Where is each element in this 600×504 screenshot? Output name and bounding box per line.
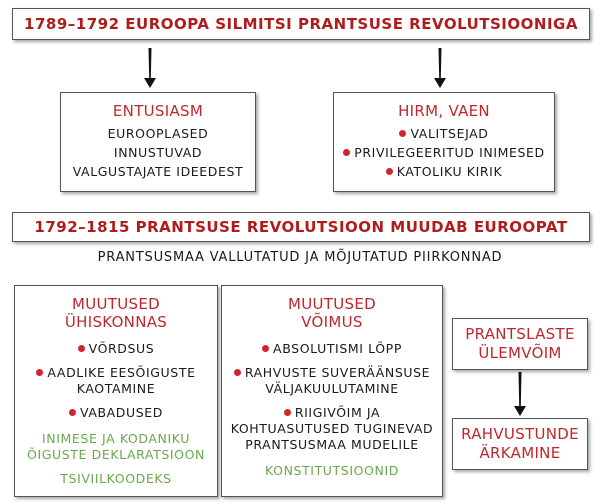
awakening-line-1: RAHVUSTUNDE [461, 425, 579, 443]
civil-code: TSIVIILKOODEKS [60, 471, 172, 486]
society-changes-box [14, 285, 218, 497]
fear-item [334, 162, 554, 181]
enthusiasm-box [60, 92, 256, 192]
dominance-line-1: PRANTSLASTE [465, 325, 575, 343]
society-item-label: VABADUSED [79, 405, 164, 420]
power-item-label-cont: KOHTUASUTUSED TUGINEVAD [230, 421, 434, 436]
fear-box [333, 92, 555, 192]
bullet-icon [399, 130, 406, 137]
fear-item [334, 143, 554, 162]
awakening-line-2: ÄRKAMINE [479, 444, 561, 462]
power-item-label-cont: VÄLJAKUULUTAMINE [265, 381, 399, 396]
society-item [15, 365, 217, 397]
national-awakening-box [452, 418, 588, 470]
declaration-line-1: INIMESE JA KODANIKU [42, 431, 190, 446]
society-heading-1: MUUTUSED [72, 295, 160, 313]
power-heading-2: VÕIMUS [301, 313, 363, 331]
society-item-label: AADLIKE EESÕIGUSTE [47, 365, 196, 380]
power-item-label: ABSOLUTISMI LÕPP [273, 341, 402, 356]
society-item [15, 405, 217, 421]
arrow-top-right [430, 48, 450, 90]
fear-item [334, 124, 554, 143]
power-item-label: RAHVUSTE SUVERÄÄNSUSE [244, 365, 431, 380]
power-item [222, 405, 442, 453]
society-item-label: VÕRDSUS [88, 341, 155, 356]
middle-banner-text: 1792–1815 PRANTSUSE REVOLUTSIOON MUUDAB EUROOPAT [34, 218, 568, 236]
bullet-icon [386, 168, 393, 175]
bullet-icon [234, 369, 241, 376]
bullet-icon [78, 345, 85, 352]
enthusiasm-line-3: VALGUSTAJATE IDEEDEST [72, 164, 244, 179]
arrow-top-left [140, 48, 160, 90]
power-item-label-cont: PRANTSUSMAA MUDELILE [245, 437, 419, 452]
power-item [222, 365, 442, 397]
fear-item-label: KATOLIKU KIRIK [396, 164, 503, 179]
bullet-icon [69, 409, 76, 416]
bullet-icon [262, 345, 269, 352]
middle-banner [12, 212, 590, 242]
power-changes-box [221, 285, 443, 497]
bullet-icon [36, 369, 43, 376]
society-item [15, 341, 217, 357]
society-item-label-cont: KAOTAMINE [76, 381, 156, 396]
top-banner-text: 1789–1792 EUROOPA SILMITSI PRANTSUSE REVOLUTSIOONIGA [24, 15, 578, 33]
fear-heading: HIRM, VAEN [398, 102, 490, 120]
enthusiasm-heading: ENTUSIASM [112, 102, 204, 120]
bullet-icon [284, 409, 291, 416]
enthusiasm-line-1: EUROOPLASED [107, 126, 209, 141]
enthusiasm-line-2: INNUSTUVAD [113, 145, 203, 160]
arrow-down-right [510, 372, 530, 418]
power-heading-1: MUUTUSED [288, 295, 376, 313]
declaration-line-2: ÕIGUSTE DEKLARATSIOON [27, 447, 205, 462]
constitutions: KONSTITUTSIOONID [265, 463, 399, 478]
power-item-label: RIIGIVÕIM JA [294, 405, 381, 420]
subtitle: PRANTSUSMAA VALLUTATUD JA MÕJUTATUD PIIRKONNAD [97, 250, 503, 265]
dominance-line-2: ÜLEMVÕIM [478, 344, 562, 362]
french-dominance-box [452, 318, 588, 370]
fear-item-label: VALITSEJAD [410, 126, 489, 141]
society-heading-2: ÜHISKONNAS [64, 313, 168, 331]
power-item [222, 341, 442, 357]
bullet-icon [343, 149, 350, 156]
top-banner [12, 8, 590, 40]
fear-item-label: PRIVILEGEERITUD INIMESED [354, 145, 545, 160]
